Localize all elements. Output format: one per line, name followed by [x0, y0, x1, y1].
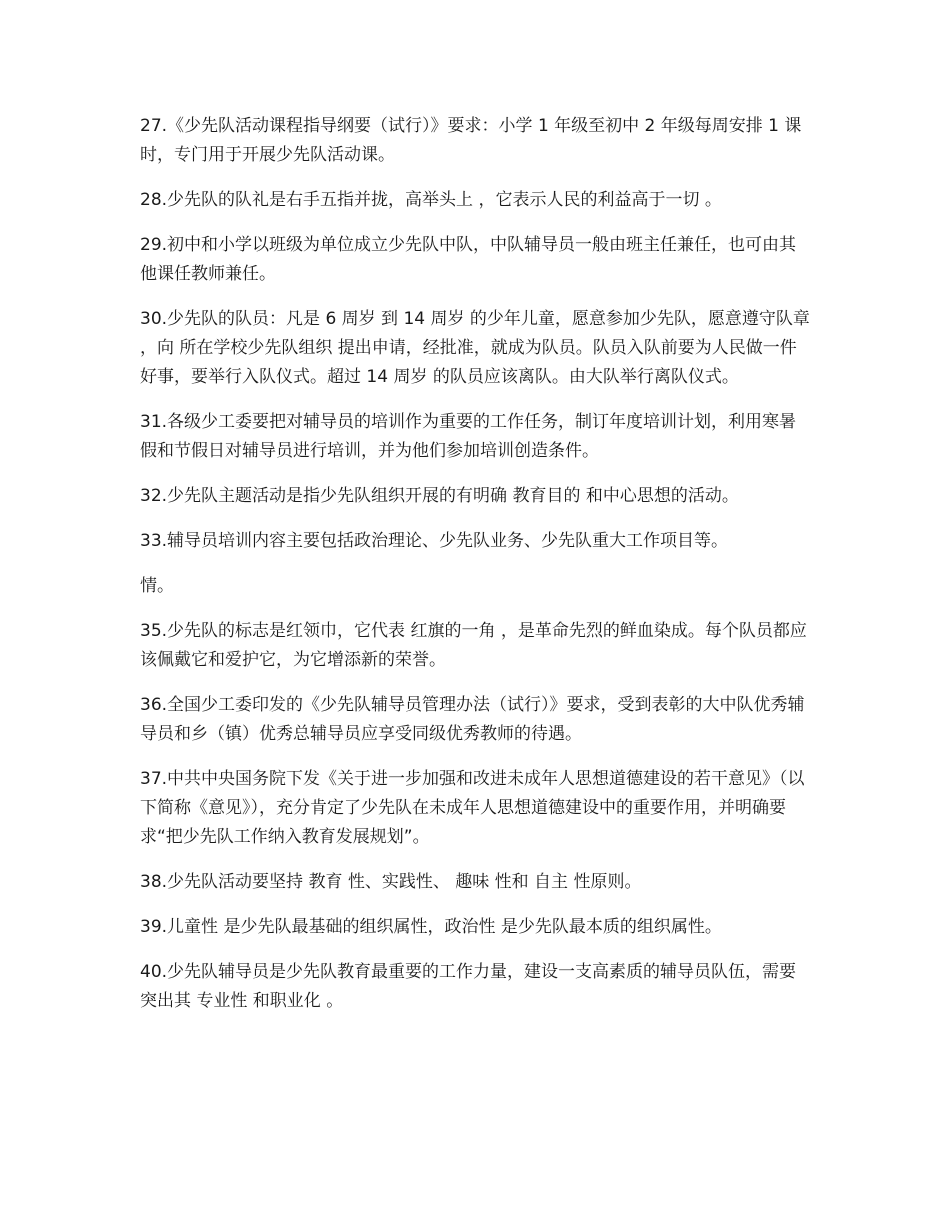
- paragraph-39: 39.儿童性 是少先队最基础的组织属性，政治性 是少先队最本质的组织属性。: [140, 917, 722, 937]
- paragraph-37: 37.中共中央国务院下发《关于进一步加强和改进未成年人思想道德建设的若干意见》（以下简称《意见》），充分肯定了少先队在未成年人思想道德建设中的重要作用，并明确要求“把少先队工作纳入教育发展规划”。: [140, 769, 805, 847]
- paragraph-40: 40.少先队辅导员是少先队教育最重要的工作力量，建设一支高素质的辅导员队伍，需要突出其 专业性 和职业化 。: [140, 962, 797, 1011]
- paragraph-33: 33.辅导员培训内容主要包括政治理论、少先队业务、少先队重大工作项目等。: [140, 531, 729, 551]
- paragraph-27: 27.《少先队活动课程指导纲要（试行）》要求：小学 1 年级至初中 2 年级每周安排 1 课时，专门用于开展少先队活动课。: [140, 116, 802, 165]
- paragraph-32: 32.少先队主题活动是指少先队组织开展的有明确 教育目的 和中心思想的活动。: [140, 486, 739, 506]
- document-body: [140, 112, 816, 1032]
- paragraph-38: 38.少先队活动要坚持 教育 性、实践性、 趣味 性和 自主 性原则。: [140, 872, 642, 892]
- paragraph-31: 31.各级少工委要把对辅导员的培训作为重要的工作任务，制订年度培训计划，利用寒暑假和节假日对辅导员进行培训，并为他们参加培训创造条件。: [140, 412, 797, 461]
- paragraph-36: 36.全国少工委印发的《少先队辅导员管理办法（试行）》要求，受到表彰的大中队优秀辅导员和乡（镇）优秀总辅导员应享受同级优秀教师的待遇。: [140, 695, 805, 744]
- paragraph-fragment: 情。: [140, 576, 174, 596]
- paragraph-28: 28.少先队的队礼是右手五指并拢，高举头上 ，它表示人民的利益高于一切 。: [140, 190, 722, 210]
- paragraph-30: 30.少先队的队员：凡是 6 周岁 到 14 周岁 的少年儿童，愿意参加少先队，愿意遵守队章 ，向 所在学校少先队组织 提出申请，经批准，就成为队员。队员入队前要为人民做一件好事，要举行入队仪式。超过 14 周岁 的队员应该离队。由大队举行离队仪式。: [140, 309, 816, 387]
- paragraph-29: 29.初中和小学以班级为单位成立少先队中队，中队辅导员一般由班主任兼任，也可由其他课任教师兼任。: [140, 235, 797, 284]
- paragraph-35: 35.少先队的标志是红领巾，它代表 红旗的一角 ，是革命先烈的鲜血染成。每个队员都应该佩戴它和爱护它，为它增添新的荣誉。: [140, 621, 807, 670]
